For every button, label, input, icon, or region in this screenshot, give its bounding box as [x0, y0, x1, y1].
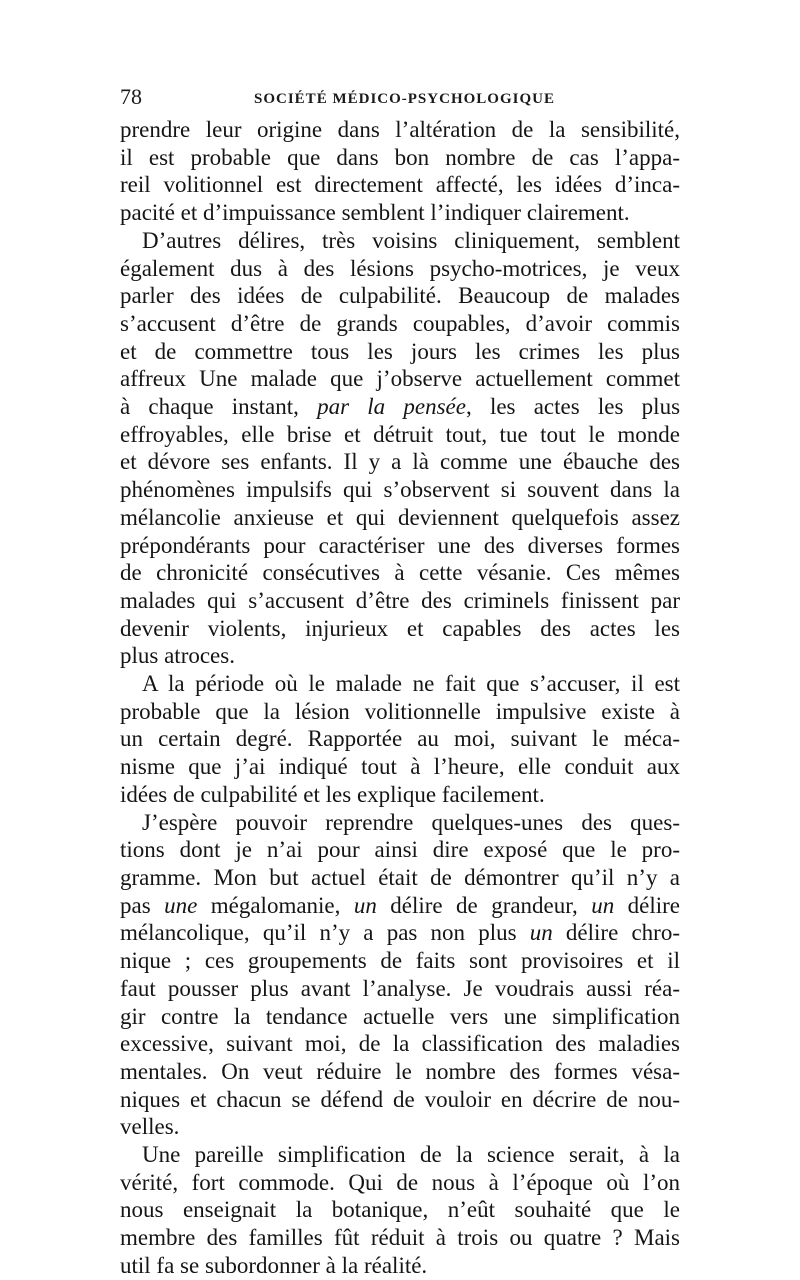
text-line: idées de culpabilité et les explique facilement.	[120, 781, 545, 807]
text-line: s’accusent d’être de grands coupables, d’avoir commis	[120, 310, 680, 336]
paragraph	[120, 116, 680, 227]
text-line: gir contre la tendance actuelle vers une simplification	[120, 1003, 680, 1029]
text-line: probable que la lésion volitionnelle impulsive existe à	[120, 698, 680, 724]
text-line: faut pousser plus avant l’analyse. Je voudrais aussi réa-	[120, 975, 680, 1001]
text-line: malades qui s’accusent d’être des criminels finissent par	[120, 587, 680, 613]
paragraph	[120, 1141, 680, 1280]
text-line: A la période où le malade ne fait que s’accuser, il est	[142, 671, 680, 697]
text-line: pas une mégalomanie, un délire de grandeur, un délire	[120, 892, 680, 918]
paragraph	[120, 809, 680, 1141]
text-line: prépondérants pour caractériser une des diverses formes	[120, 532, 680, 558]
text-line: J’espère pouvoir reprendre quelques-unes des ques-	[142, 809, 680, 835]
text-line: également dus à des lésions psycho-motrices, je veux	[120, 255, 680, 281]
text-line: phénomènes impulsifs qui s’observent si souvent dans la	[120, 477, 680, 503]
text-line: D’autres délires, très voisins cliniquement, semblent	[142, 227, 680, 253]
text-line: excessive, suivant moi, de la classification des maladies	[120, 1031, 680, 1057]
text-line: plus atroces.	[120, 643, 235, 669]
text-line: prendre leur origine dans l’altération de la sensibilité,	[120, 117, 680, 142]
text-line: devenir violents, injurieux et capables des actes les	[120, 615, 680, 641]
text-line: tions dont je n’ai pour ainsi dire exposé que le pro-	[120, 837, 680, 863]
text-line: niques et chacun se défend de vouloir en décrire de nou-	[120, 1086, 680, 1112]
text-line: un certain degré. Rapportée au moi, suivant le méca-	[120, 726, 680, 752]
body-text	[120, 116, 680, 1280]
text-line: Une pareille simplification de la science serait, à la	[142, 1142, 680, 1168]
text-line: nisme que j’ai indiqué tout à l’heure, elle conduit aux	[120, 754, 680, 780]
paragraph	[120, 227, 680, 670]
text-line: vérité, fort commode. Qui de nous à l’époque où l’on	[120, 1169, 680, 1195]
text-line: nous enseignait la botanique, n’eût souhaité que le	[120, 1197, 680, 1223]
text-line: util fa se subordonner à la réalité.	[120, 1252, 428, 1278]
text-line: affreux Une malade que j’observe actuellement commet	[120, 366, 680, 392]
text-line: de chronicité consécutives à cette vésanie. Ces mêmes	[120, 560, 680, 586]
text-line: membre des familles fût réduit à trois ou quatre ? Mais	[120, 1225, 680, 1251]
text-line: mentales. On veut réduire le nombre des formes vésa-	[120, 1058, 680, 1084]
text-line: effroyables, elle brise et détruit tout, tue tout le monde	[120, 421, 680, 447]
text-line: pacité et d’impuissance semblent l’indiquer clairement.	[120, 200, 630, 226]
paragraph	[120, 670, 680, 809]
text-line: et dévore ses enfants. Il y a là comme une ébauche des	[120, 449, 680, 475]
text-line: gramme. Mon but actuel était de démontrer qu’il n’y a	[120, 864, 680, 890]
text-line: il est probable que dans bon nombre de cas l’appa-	[120, 144, 680, 170]
text-line: à chaque instant, par la pensée, les actes les plus	[120, 394, 681, 420]
running-head: SOCIÉTÉ MÉDICO-PSYCHOLOGIQUE	[254, 91, 555, 107]
text-line: reil volitionnel est directement affecté, les idées d’inca-	[120, 172, 680, 198]
text-line: et de commettre tous les jours les crimes les plus	[120, 338, 680, 364]
text-line: parler des idées de culpabilité. Beaucoup de malades	[120, 283, 680, 309]
text-line: velles.	[120, 1114, 180, 1140]
text-line: nique ; ces groupements de faits sont provisoires et il	[120, 948, 680, 974]
text-line: mélancolique, qu’il n’y a pas non plus un délire chro-	[120, 920, 681, 946]
page-header	[120, 84, 680, 114]
page-number: 78	[120, 84, 142, 109]
text-line: mélancolie anxieuse et qui deviennent quelquefois assez	[120, 504, 680, 530]
